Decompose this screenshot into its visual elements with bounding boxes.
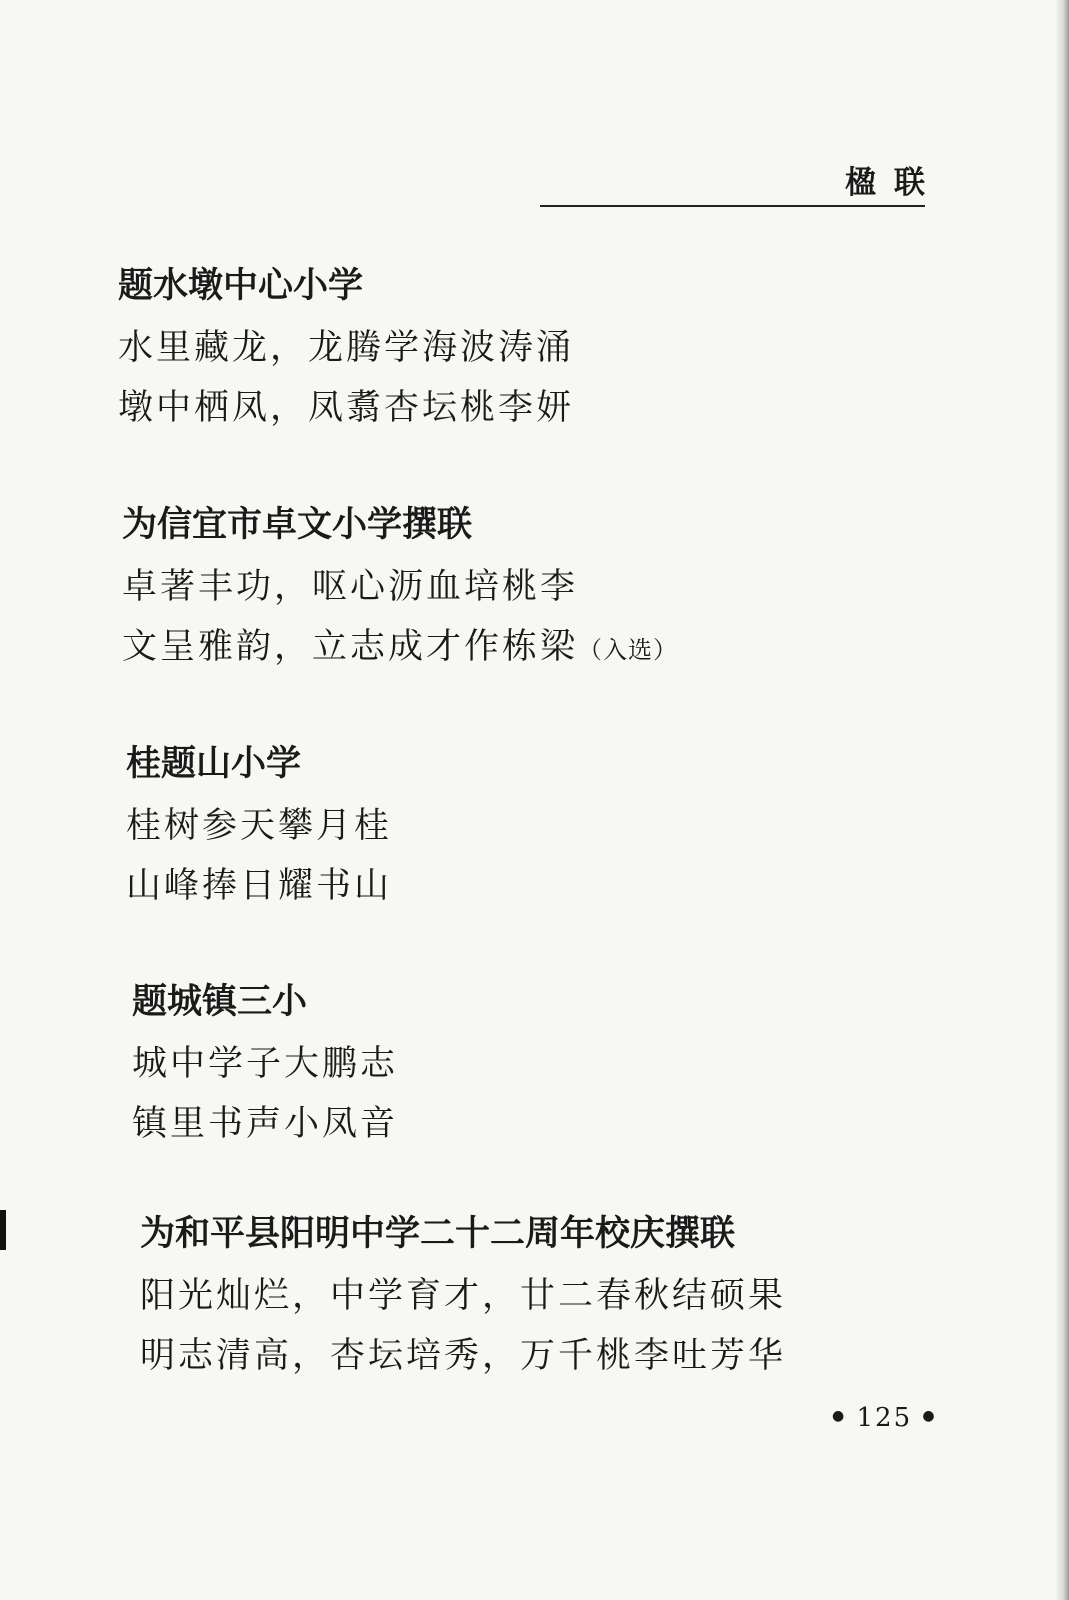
couplet-line-lower: 明志清高，杏坛培秀，万千桃李吐芳华: [140, 1336, 787, 1376]
header-title: 楹联: [845, 165, 943, 201]
bullet-icon: ●: [832, 1408, 847, 1424]
couplet-line-upper: 阳光灿烂，中学育才，廿二春秋结硕果: [140, 1276, 787, 1316]
page-number: [832, 1403, 937, 1433]
couplet-title: 题城镇三小: [132, 982, 308, 1022]
couplet-line-upper: 桂树参天攀月桂: [126, 806, 393, 846]
scan-mark: [0, 1210, 6, 1250]
couplet-title: 题水墩中心小学: [118, 266, 364, 306]
couplet-line-lower: 镇里书声小凤音: [132, 1104, 399, 1144]
couplet-section-1: [118, 266, 574, 428]
couplet-line-lower: 墩中栖凤，凤翥杏坛桃李妍: [118, 388, 575, 428]
running-header: [540, 155, 943, 207]
scan-edge: [1055, 0, 1069, 1600]
header-rule: [540, 205, 925, 207]
couplet-section-3: [126, 744, 392, 906]
couplet-line-upper: 城中学子大鹏志: [132, 1044, 399, 1084]
couplet-line-text: 文呈雅韵，立志成才作栋梁: [122, 627, 579, 667]
couplet-line-lower: [122, 627, 678, 667]
couplet-line-upper: 卓著丰功，呕心沥血培桃李: [122, 567, 579, 607]
page-number-value: 125: [856, 1403, 913, 1433]
couplet-title: 为和平县阳明中学二十二周年校庆撰联: [140, 1214, 736, 1254]
selection-note: （入选）: [578, 636, 679, 664]
couplet-title: 为信宜市卓文小学撰联: [122, 505, 473, 545]
couplet-section-2: [122, 505, 678, 667]
bullet-icon: ●: [922, 1408, 937, 1424]
couplet-line-lower: 山峰捧日耀书山: [126, 866, 393, 906]
couplet-line-upper: 水里藏龙，龙腾学海波涛涌: [118, 328, 575, 368]
couplet-section-5: [140, 1214, 786, 1376]
couplet-title: 桂题山小学: [126, 744, 302, 784]
couplet-section-4: [132, 982, 398, 1144]
